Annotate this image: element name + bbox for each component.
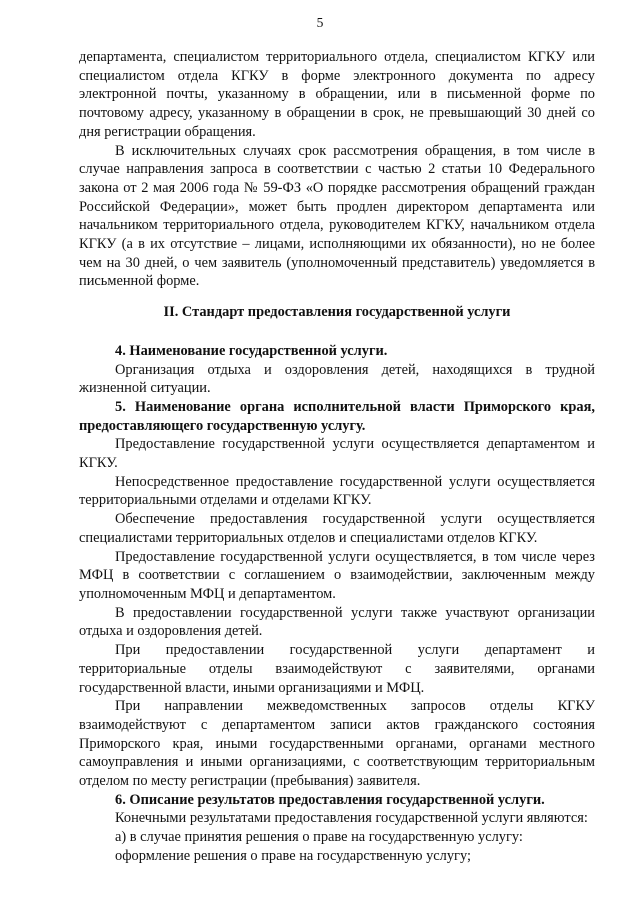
paragraph-interdepartmental: При направлении межведомственных запросов отделы КГКУ взаимодействуют с департаментом записи актов гражданского состояния Приморского края, иными государственными органами, органами местного самоуправления и иными организациями, с соответствующим территориальным отделом по месту регистрации (пребывания) заявителя.: [79, 698, 595, 790]
paragraph-participants: В предоставлении государственной услуги также участвуют организации отдыха и оздоровления детей.: [79, 604, 595, 640]
paragraph-direct-provision: Непосредственное предоставление государственной услуги осуществляется территориальными отделами и отделами КГКУ.: [79, 473, 595, 509]
paragraph-service-name: Организация отдыха и оздоровления детей, находящихся в трудной жизненной ситуации.: [79, 361, 595, 397]
heading-results: 6. Описание результатов предоставления государственной услуги.: [115, 791, 545, 808]
paragraph-mfc: Предоставление государственной услуги осуществляется, в том числе через МФЦ в соответствии с соглашением о взаимодействии, заключенным между уполномоченным МФЦ и департаментом.: [79, 548, 595, 602]
paragraph-exceptional-cases: В исключительных случаях срок рассмотрения обращения, в том числе в случае направления запроса в соответствии с частью 2 статьи 10 Федерального закона от 2 мая 2006 года № 59-ФЗ «О порядке рассмотрения обращений граждан Российской Федерации», может быть продлен директором департамента или начальником территориального отдела, руководителем КГКУ, начальником отдела КГКУ (а в их отсутствие – лицами, исполняющими их обязанности), но не более чем на 30 дней, о чем заявитель (уполномоченный представитель) уведомляется в письменной форме.: [79, 142, 595, 290]
list-item-a-1: оформление решения о праве на государственную услугу;: [115, 847, 471, 864]
section-title-standard: II. Стандарт предоставления государственной услуги: [163, 304, 511, 321]
paragraph-provided-by: Предоставление государственной услуги осуществляется департаментом и КГКУ.: [79, 436, 595, 472]
heading-service-name: 4. Наименование государственной услуги.: [115, 342, 388, 359]
page-number: 5: [316, 15, 324, 30]
document-body: [79, 48, 595, 866]
list-item-a: а) в случае принятия решения о праве на государственную услугу:: [115, 829, 523, 846]
paragraph-interaction: При предоставлении государственной услуги департамент и территориальные отделы взаимодействуют с заявителями, органами государственной власти, иными организациями и МФЦ.: [79, 642, 595, 696]
paragraph-ensuring: Обеспечение предоставления государственной услуги осуществляется специалистами территориальных отделов и специалистами отделов КГКУ.: [79, 511, 595, 546]
heading-executive-body: 5. Наименование органа исполнительной власти Приморского края, предоставляющего государственную услугу.: [79, 398, 595, 434]
paragraph-continuation: департамента, специалистом территориального отдела, специалистом КГКУ или специалистом отдела КГКУ в форме электронного документа по адресу электронной почты, указанному в обращении, или в письменной форме по почтовому адресу, указанному в обращении в срок, не превышающий 30 дней со дня регистрации обращения.: [79, 49, 595, 140]
paragraph-final-results: Конечными результатами предоставления государственной услуги являются:: [115, 810, 588, 827]
